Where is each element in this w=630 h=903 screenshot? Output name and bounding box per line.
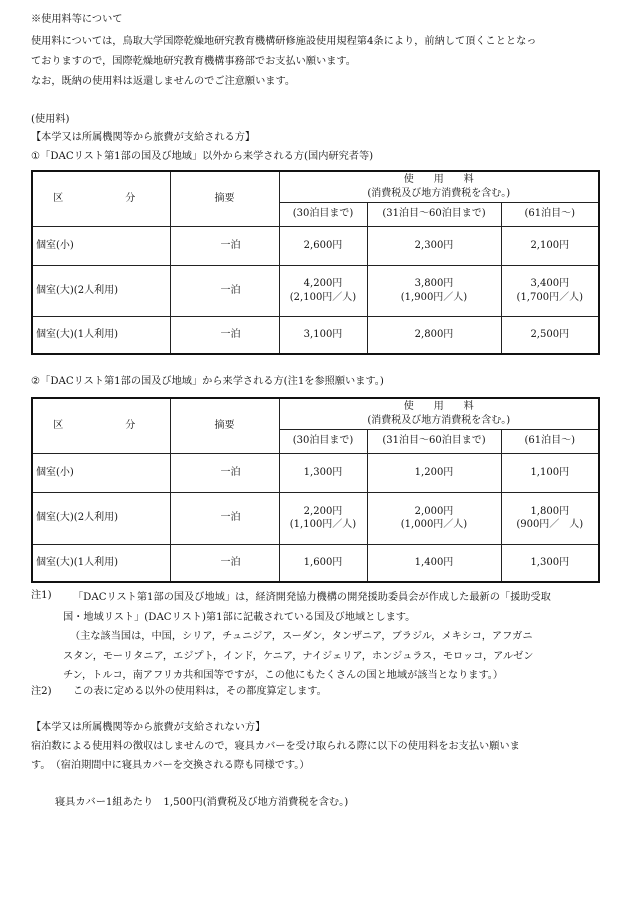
section2-line: す。 （宿泊期間中に寝具カバーを交換される際も同様です。） bbox=[31, 760, 310, 771]
row-category: 個室(大)(1人利用) bbox=[32, 544, 170, 582]
note-2-text: この表に定める以外の使用料は，その都度算定します。 bbox=[73, 686, 327, 697]
table-row bbox=[32, 453, 599, 492]
row-category: 個室(小) bbox=[32, 453, 170, 492]
row-summary: 一泊 bbox=[170, 226, 279, 265]
note-line: スタン，モーリタニア，エジプト，インド，ケニア，ナイジェリア，ホンジュラス，モロッコ，アルゼン bbox=[63, 650, 534, 662]
header-fee bbox=[279, 171, 599, 202]
row-fee-period-3: 3,400円 (1,700円／人) bbox=[501, 265, 599, 316]
note-line: （主な該当国は，中国，シリア，チュニジア，スーダン，タンザニア，ブラジル，メキシコ，アフガニ bbox=[70, 631, 533, 642]
header-summary: 摘要 bbox=[170, 398, 279, 453]
header-summary: 摘要 bbox=[170, 171, 279, 226]
table-row bbox=[32, 265, 599, 316]
header-period-3: (61泊目～) bbox=[501, 202, 599, 226]
header-category: 区 分 bbox=[32, 398, 170, 453]
note-line: チン，トルコ，南アフリカ共和国等ですが，この他にもたくさんの国と地域が該当となります。） bbox=[63, 670, 504, 681]
row-summary: 一泊 bbox=[170, 265, 279, 316]
table-row bbox=[32, 316, 599, 354]
intro-line: なお，既納の使用料は返還しませんのでご注意願います。 bbox=[31, 76, 296, 87]
row-summary: 一泊 bbox=[170, 316, 279, 354]
header-period-1: (30泊目まで) bbox=[279, 429, 367, 453]
section2-line: 宿泊数による使用料の徴収はしませんので，寝具カバーを受け取られる際に以下の使用料をお支払い願いま bbox=[31, 741, 520, 752]
fee-table-1 bbox=[31, 170, 600, 355]
row-fee-period-2: 3,800円 (1,900円／人) bbox=[367, 265, 501, 316]
note-1 bbox=[31, 588, 601, 686]
row-category: 個室(大)(2人利用) bbox=[32, 492, 170, 544]
header-fee bbox=[279, 398, 599, 429]
note-1-marker: 注1) bbox=[31, 590, 52, 601]
intro-line: ておりますので，国際乾燥地研究教育機構事務部でお支払い願います。 bbox=[31, 56, 356, 67]
row-fee-period-1: 4,200円 (2,100円／人) bbox=[279, 265, 367, 316]
row-fee-period-2: 2,000円 (1,000円／人) bbox=[367, 492, 501, 544]
table2-caption: ②「DACリスト第1部の国及び地域」から来学される方(注1を参照願います。) bbox=[31, 376, 384, 387]
fee-table-2 bbox=[31, 397, 600, 583]
header-fee-note: (消費税及び地方消費税を含む。) bbox=[367, 187, 511, 199]
row-summary: 一泊 bbox=[170, 492, 279, 544]
row-category: 個室(大)(2人利用) bbox=[32, 265, 170, 316]
row-fee-period-2: 1,400円 bbox=[367, 544, 501, 582]
header-fee-title: 使 用 料 bbox=[403, 174, 474, 186]
row-fee-period-2: 1,200円 bbox=[367, 453, 501, 492]
row-fee-period-2: 2,800円 bbox=[367, 316, 501, 354]
row-fee-period-3: 1,300円 bbox=[501, 544, 599, 582]
row-fee-period-1: 1,300円 bbox=[279, 453, 367, 492]
row-fee-period-2: 2,300円 bbox=[367, 226, 501, 265]
header-period-2: (31泊目～60泊目まで) bbox=[367, 202, 501, 226]
row-category: 個室(小) bbox=[32, 226, 170, 265]
header-fee-note: (消費税及び地方消費税を含む。) bbox=[367, 414, 511, 426]
note-line: 「DACリスト第1部の国及び地域」は，経済開発協力機構の開発援助委員会が作成した最新の「援助受取 bbox=[73, 592, 551, 603]
table-row bbox=[32, 492, 599, 544]
row-fee-period-1: 1,600円 bbox=[279, 544, 367, 582]
header-fee-title: 使 用 料 bbox=[403, 401, 474, 413]
row-fee-period-3: 1,100円 bbox=[501, 453, 599, 492]
row-fee-period-3: 2,500円 bbox=[501, 316, 599, 354]
bedding-fee: 寝具カバー1組あたり 1,500円(消費税及び地方消費税を含む。) bbox=[55, 797, 349, 808]
intro-heading: ※使用料等について bbox=[31, 14, 123, 25]
header-period-3: (61泊目～) bbox=[501, 429, 599, 453]
row-summary: 一泊 bbox=[170, 453, 279, 492]
section1-title: 【本学又は所属機関等から旅費が支給される方】 bbox=[31, 132, 256, 143]
table-row bbox=[32, 544, 599, 582]
table1-caption: ①「DACリスト第1部の国及び地域」以外から来学される方(国内研究者等) bbox=[31, 151, 374, 162]
section2-title: 【本学又は所属機関等から旅費が支給されない方】 bbox=[31, 722, 266, 733]
row-fee-period-1: 2,600円 bbox=[279, 226, 367, 265]
fees-label: (使用料) bbox=[31, 114, 70, 125]
row-fee-period-1: 2,200円 (1,100円／人) bbox=[279, 492, 367, 544]
header-period-2: (31泊目～60泊目まで) bbox=[367, 429, 501, 453]
row-fee-period-3: 2,100円 bbox=[501, 226, 599, 265]
note-2-marker: 注2) bbox=[31, 686, 52, 697]
header-category: 区 分 bbox=[32, 171, 170, 226]
row-summary: 一泊 bbox=[170, 544, 279, 582]
row-fee-period-1: 3,100円 bbox=[279, 316, 367, 354]
header-period-1: (30泊目まで) bbox=[279, 202, 367, 226]
row-category: 個室(大)(1人利用) bbox=[32, 316, 170, 354]
table-row bbox=[32, 226, 599, 265]
row-fee-period-3: 1,800円 (900円／ 人) bbox=[501, 492, 599, 544]
intro-line: 使用料については，鳥取大学国際乾燥地研究教育機構研修施設使用規程第4条により，前納して頂くこととなっ bbox=[31, 36, 537, 47]
note-line: 国・地域リスト」(DACリスト)第1部に記載されている国及び地域とします。 bbox=[63, 611, 416, 623]
